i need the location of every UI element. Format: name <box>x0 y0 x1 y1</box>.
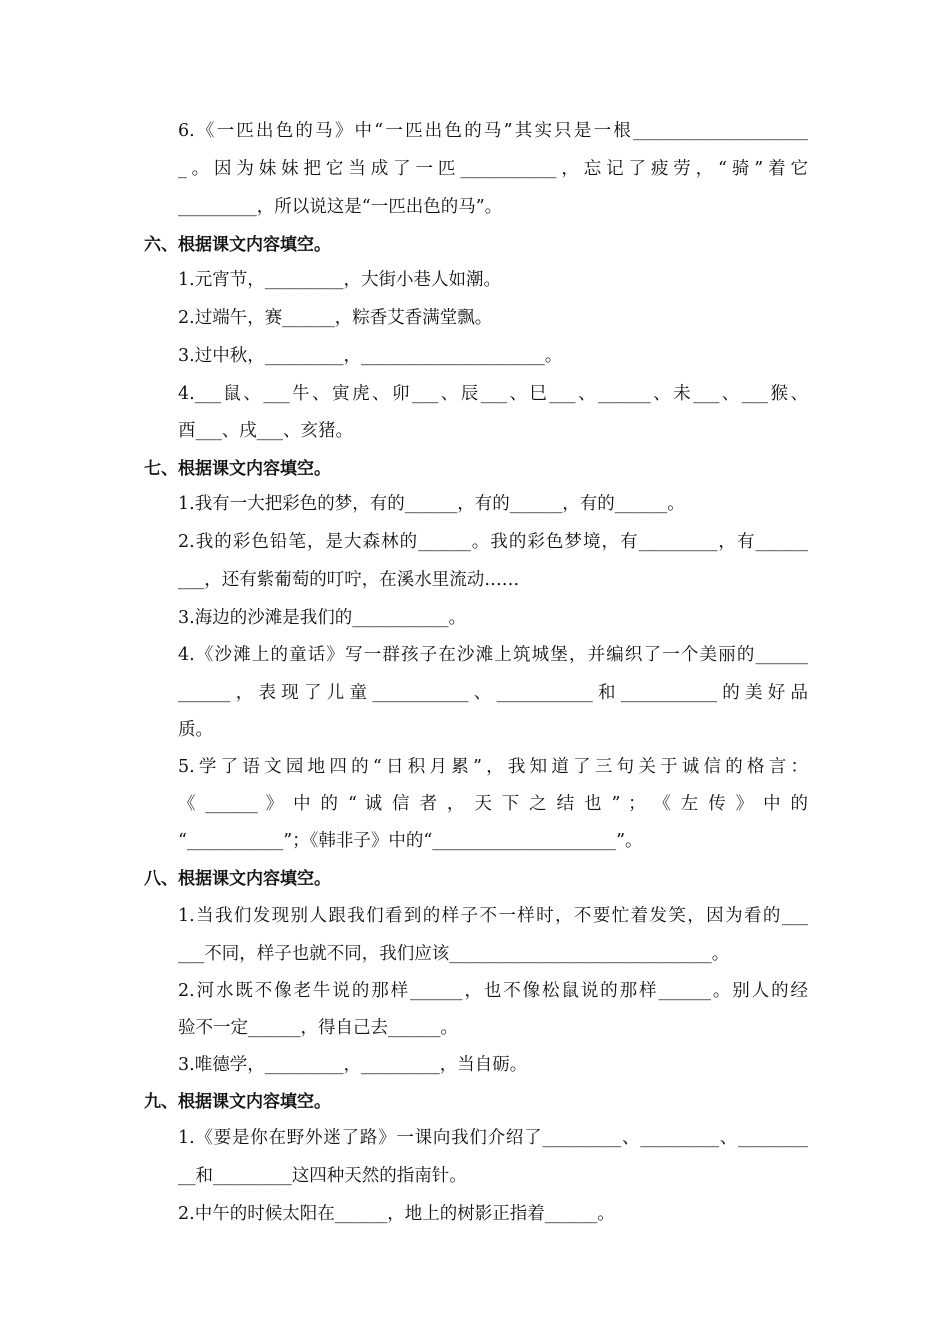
section-9-item-1-line-2: __和_________这四种天然的指南针。 <box>178 1166 467 1186</box>
section-8-item-1-line-2: ___不同，样子也就不同，我们应该______________________________。 <box>178 944 730 964</box>
section-7-item-4-line-1: 4.《沙滩上的童话》写一群孩子在沙滩上筑城堡，并编织了一个美丽的______ <box>178 645 808 665</box>
section-9-heading: 九、根据课文内容填空。 <box>144 1092 331 1112</box>
section-7-heading: 七、根据课文内容填空。 <box>144 459 331 479</box>
section-6-item-4-line-2: 酉___、戌___、亥猪。 <box>178 421 353 441</box>
section-7-item-5-line-1: 5.学了语文园地四的“日积月累”，我知道了三句关于诚信的格言： <box>178 757 808 777</box>
section-8-item-2-line-2: 验不一定______，得自己去______。 <box>178 1018 458 1038</box>
section-8-item-1-line-1: 1.当我们发现别人跟我们看到的样子不一样时，不要忙着发笑，因为看的___ <box>178 906 808 926</box>
section-8-item-2-line-1: 2.河水既不像老牛说的那样______，也不像松鼠说的那样______。别人的经 <box>178 981 808 1001</box>
section-7-item-1: 1.我有一大把彩色的梦，有的______，有的______，有的______。 <box>178 494 685 514</box>
section-7-item-2-line-2: ___，还有紫葡萄的叮咛，在溪水里流动…… <box>178 570 520 590</box>
section-8-heading: 八、根据课文内容填空。 <box>144 869 331 889</box>
section-7-item-5-line-3: “___________”；《韩非子》中的“_____________________”。 <box>178 831 643 851</box>
section-7-item-4-line-2: ______，表现了儿童___________、___________和___________的美好品 <box>178 683 808 703</box>
section-7-item-4-line-3: 质。 <box>178 720 213 740</box>
section-6-item-4-line-1: 4.___鼠、___牛、寅虎、卯___、辰___、巳___、______、未___、___猴、 <box>178 384 808 404</box>
question-6-line-1: 6.《一匹出色的马》中“一匹出色的马”其实只是一根____________________ <box>178 121 808 141</box>
question-6-line-3: _________，所以说这是“一匹出色的马”。 <box>178 197 503 217</box>
section-7-item-2-line-1: 2.我的彩色铅笔，是大森林的______。我的彩色梦境，有_________，有______ <box>178 532 808 552</box>
section-8-item-3: 3.唯德学，_________，_________，当自砺。 <box>178 1055 528 1075</box>
section-6-item-1: 1.元宵节，_________，大街小巷人如潮。 <box>178 270 501 290</box>
question-6-line-2: _。因为妹妹把它当成了一匹___________，忘记了疲劳，“骑”着它 <box>178 159 808 179</box>
section-7-item-3: 3.海边的沙滩是我们的___________。 <box>178 608 466 628</box>
section-6-item-2: 2.过端午，赛______，粽香艾香满堂飘。 <box>178 308 493 328</box>
section-6-item-3: 3.过中秋，_________，_____________________。 <box>178 346 563 366</box>
section-7-item-5-line-2: 《 ______ 》 中 的 “ 诚 信 者 ， 天 下 之 结 也 ” ； 《 左 传 》 中 的 <box>178 794 808 814</box>
section-9-item-1-line-1: 1.《要是你在野外迷了路》一课向我们介绍了_________、_________、________ <box>178 1128 808 1148</box>
section-9-item-2: 2.中午的时候太阳在______，地上的树影正指着______。 <box>178 1204 615 1224</box>
section-6-heading: 六、根据课文内容填空。 <box>144 235 331 255</box>
